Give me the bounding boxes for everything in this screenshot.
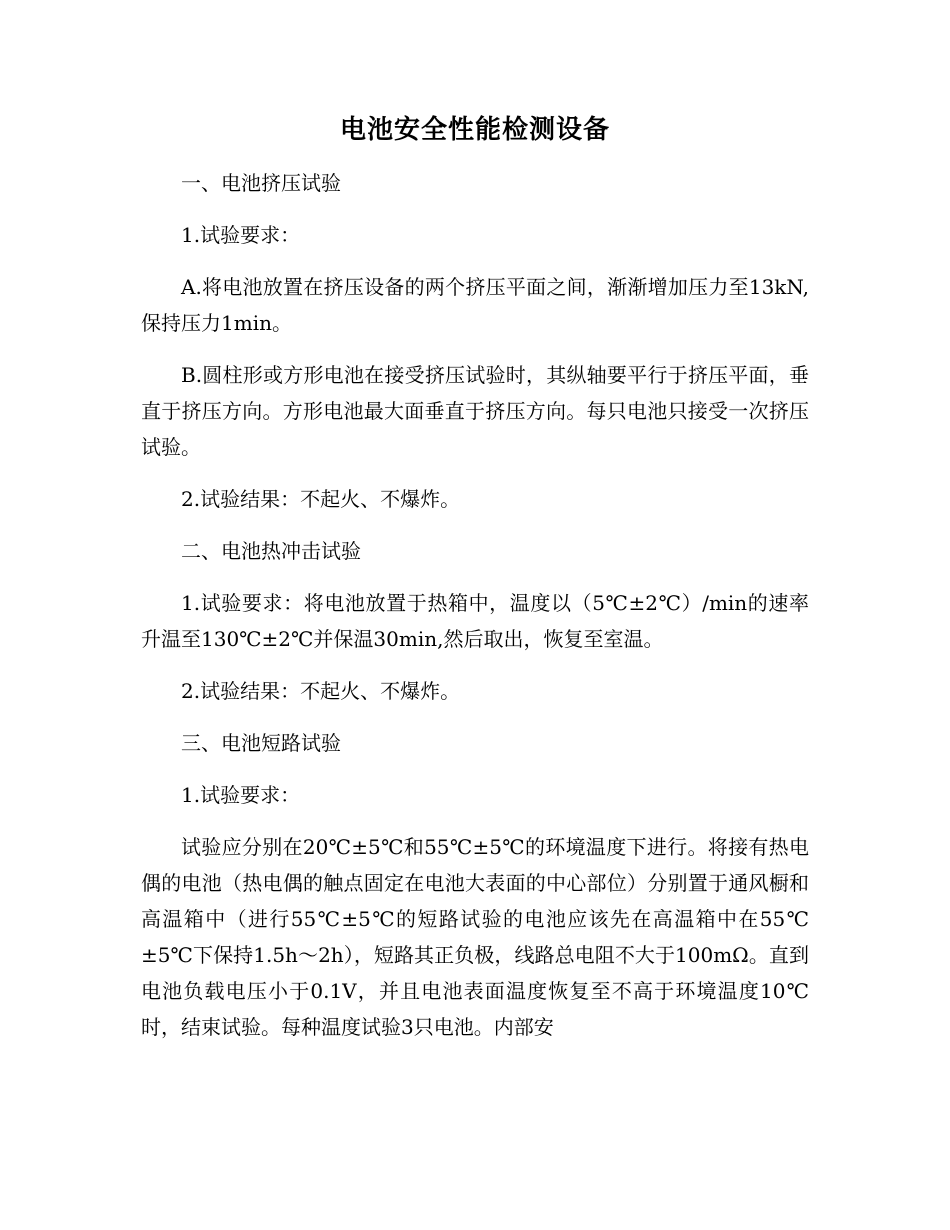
requirement-b: B.圆柱形或方形电池在接受挤压试验时，其纵轴要平行于挤压平面，垂直于挤压方向。方形电池最大面垂直于挤压方向。每只电池只接受一次挤压试验。 [141, 363, 809, 459]
section-heading-short-circuit: 三、电池短路试验 [181, 731, 341, 755]
short-circuit-description: 试验应分别在20℃±5℃和55℃±5℃的环境温度下进行。将接有热电偶的电池（热电偶的触点固定在电池大表面的中心部位）分别置于通风橱和高温箱中（进行55℃±5℃的短路试验的电池应该先在高温箱中在55℃±5℃下保持1.5h～2h），短路其正负极，线路总电阻不大于100mΩ。直到电池负载电压小于0.1V，并且电池表面温度恢复至不高于环境温度10℃时，结束试验。每种温度试验3只电池。内部安 [141, 835, 809, 1039]
section-heading-thermal-shock: 二、电池热冲击试验 [181, 539, 361, 563]
short-circuit-requirements-label: 1.试验要求： [181, 783, 301, 807]
test-requirements-label: 1.试验要求： [181, 223, 301, 247]
test-result: 2.试验结果：不起火、不爆炸。 [181, 487, 461, 511]
requirement-a: A.将电池放置在挤压设备的两个挤压平面之间，渐渐增加压力至13kN,保持压力1min。 [141, 275, 809, 335]
thermal-shock-result: 2.试验结果：不起火、不爆炸。 [181, 679, 461, 703]
document-title: 电池安全性能检测设备 [339, 115, 610, 145]
section-heading-extrusion: 一、电池挤压试验 [181, 171, 341, 195]
document-body [141, 165, 809, 1061]
thermal-shock-requirements: 1.试验要求：将电池放置于热箱中，温度以（5℃±2℃）/min的速率升温至130℃±2℃并保温30min,然后取出，恢复至室温。 [141, 591, 809, 651]
